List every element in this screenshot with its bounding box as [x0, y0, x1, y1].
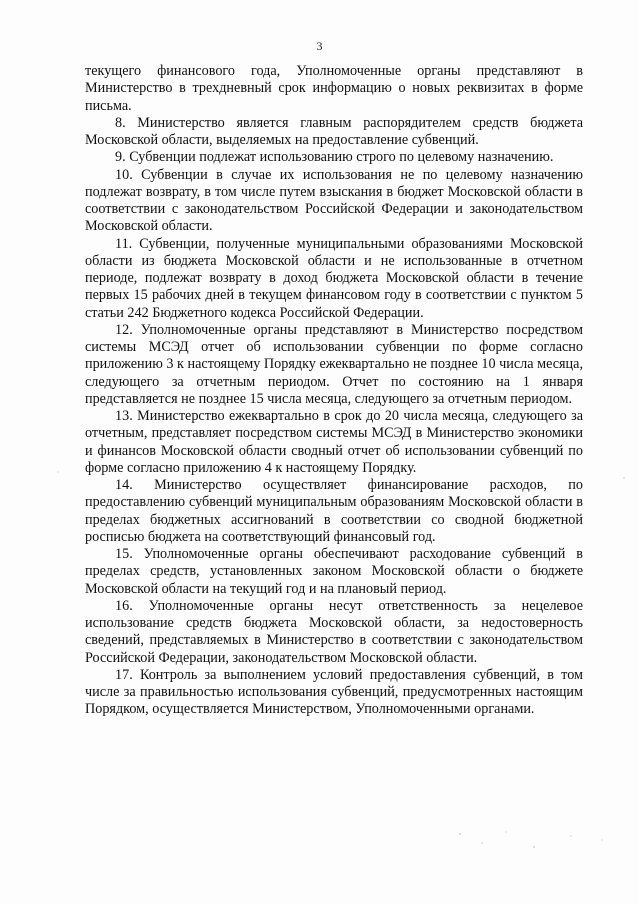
- page-number: 3: [316, 39, 323, 53]
- paragraph-item-17: 17. Контроль за выполнением условий предоставления субвенций, в том числе за правильностью использования субвенций, предусмотренных настоящим Порядком, осуществляется Министерством, Уполномоченными органами.: [85, 666, 583, 718]
- paragraph-item-8: 8. Министерство является главным распорядителем средств бюджета Московской области, выделяемых на предоставление субвенций.: [85, 114, 583, 148]
- paragraph-item-15: 15. Уполномоченные органы обеспечивают расходование субвенций в пределах средств, установленных законом Московской области о бюджете Московской области на текущий год и на плановый период.: [85, 546, 583, 597]
- paragraph-item-11: 11. Субвенции, полученные муниципальными образованиями Московской области из бюджета Московской области и не использованные в отчетном периоде, подлежат возврату в доход бюджета Московской области в течение первых 15 рабочих дней в текущем финансовом году в соответствии с пунктом 5 статьи 242 Бюджетного кодекса Российской Федерации.: [85, 235, 583, 321]
- paragraph-item-16: 16. Уполномоченные органы несут ответственность за нецелевое использование средств бюджета Московской области, за недостоверность сведений, представляемых в Министерство в соответствии с законодательством Российской Федерации, законодательством Московской области.: [85, 597, 583, 666]
- scan-speck: [459, 833, 460, 834]
- scan-speck: [602, 840, 603, 841]
- paragraph-item-10: 10. Субвенции в случае их использования не по целевому назначению подлежат возврату, в том числе путем взыскания в бюджет Московской области в соответствии с законодательством Российской Федерации и законодательством Московской области.: [85, 166, 583, 235]
- paragraph-item-9: 9. Субвенции подлежат использованию строго по целевому назначению.: [115, 149, 554, 166]
- scan-speck: [58, 472, 59, 473]
- paragraph-continuation: текущего финансового года, Уполномоченные органы представляют в Министерство в трехдневный срок информацию о новых реквизитах в форме письма.: [85, 63, 583, 114]
- paragraph-item-13: 13. Министерство ежеквартально в срок до 20 числа месяца, следующего за отчетным, представляет посредством системы МСЭД в Министерство экономики и финансов Московской области сводный отчет об использовании субвенций по форме согласно приложению 4 к настоящему Порядку.: [85, 408, 583, 476]
- scan-speck: [506, 832, 507, 833]
- scan-speck: [571, 836, 572, 837]
- scan-speck: [623, 477, 624, 478]
- paragraph-item-12: 12. Уполномоченные органы представляют в Министерство посредством системы МСЭД отчет об использовании субвенции по форме согласно приложению 3 к настоящему Порядку ежеквартально не позднее 10 числа месяца, следующего за отчетным периодом. Отчет по состоянию на 1 января представляется не позднее 15 числа месяца, следующего за отчетным периодом.: [85, 321, 583, 407]
- scan-speck: [482, 843, 483, 844]
- scan-speck: [533, 846, 534, 847]
- paragraph-item-14: 14. Министерство осуществляет финансирование расходов, по предоставлению субвенций муниципальным образованиям Московской области в пределах бюджетных ассигнований в соответствии со сводной бюджетной росписью бюджета на соответствующий финансовый год.: [85, 477, 583, 545]
